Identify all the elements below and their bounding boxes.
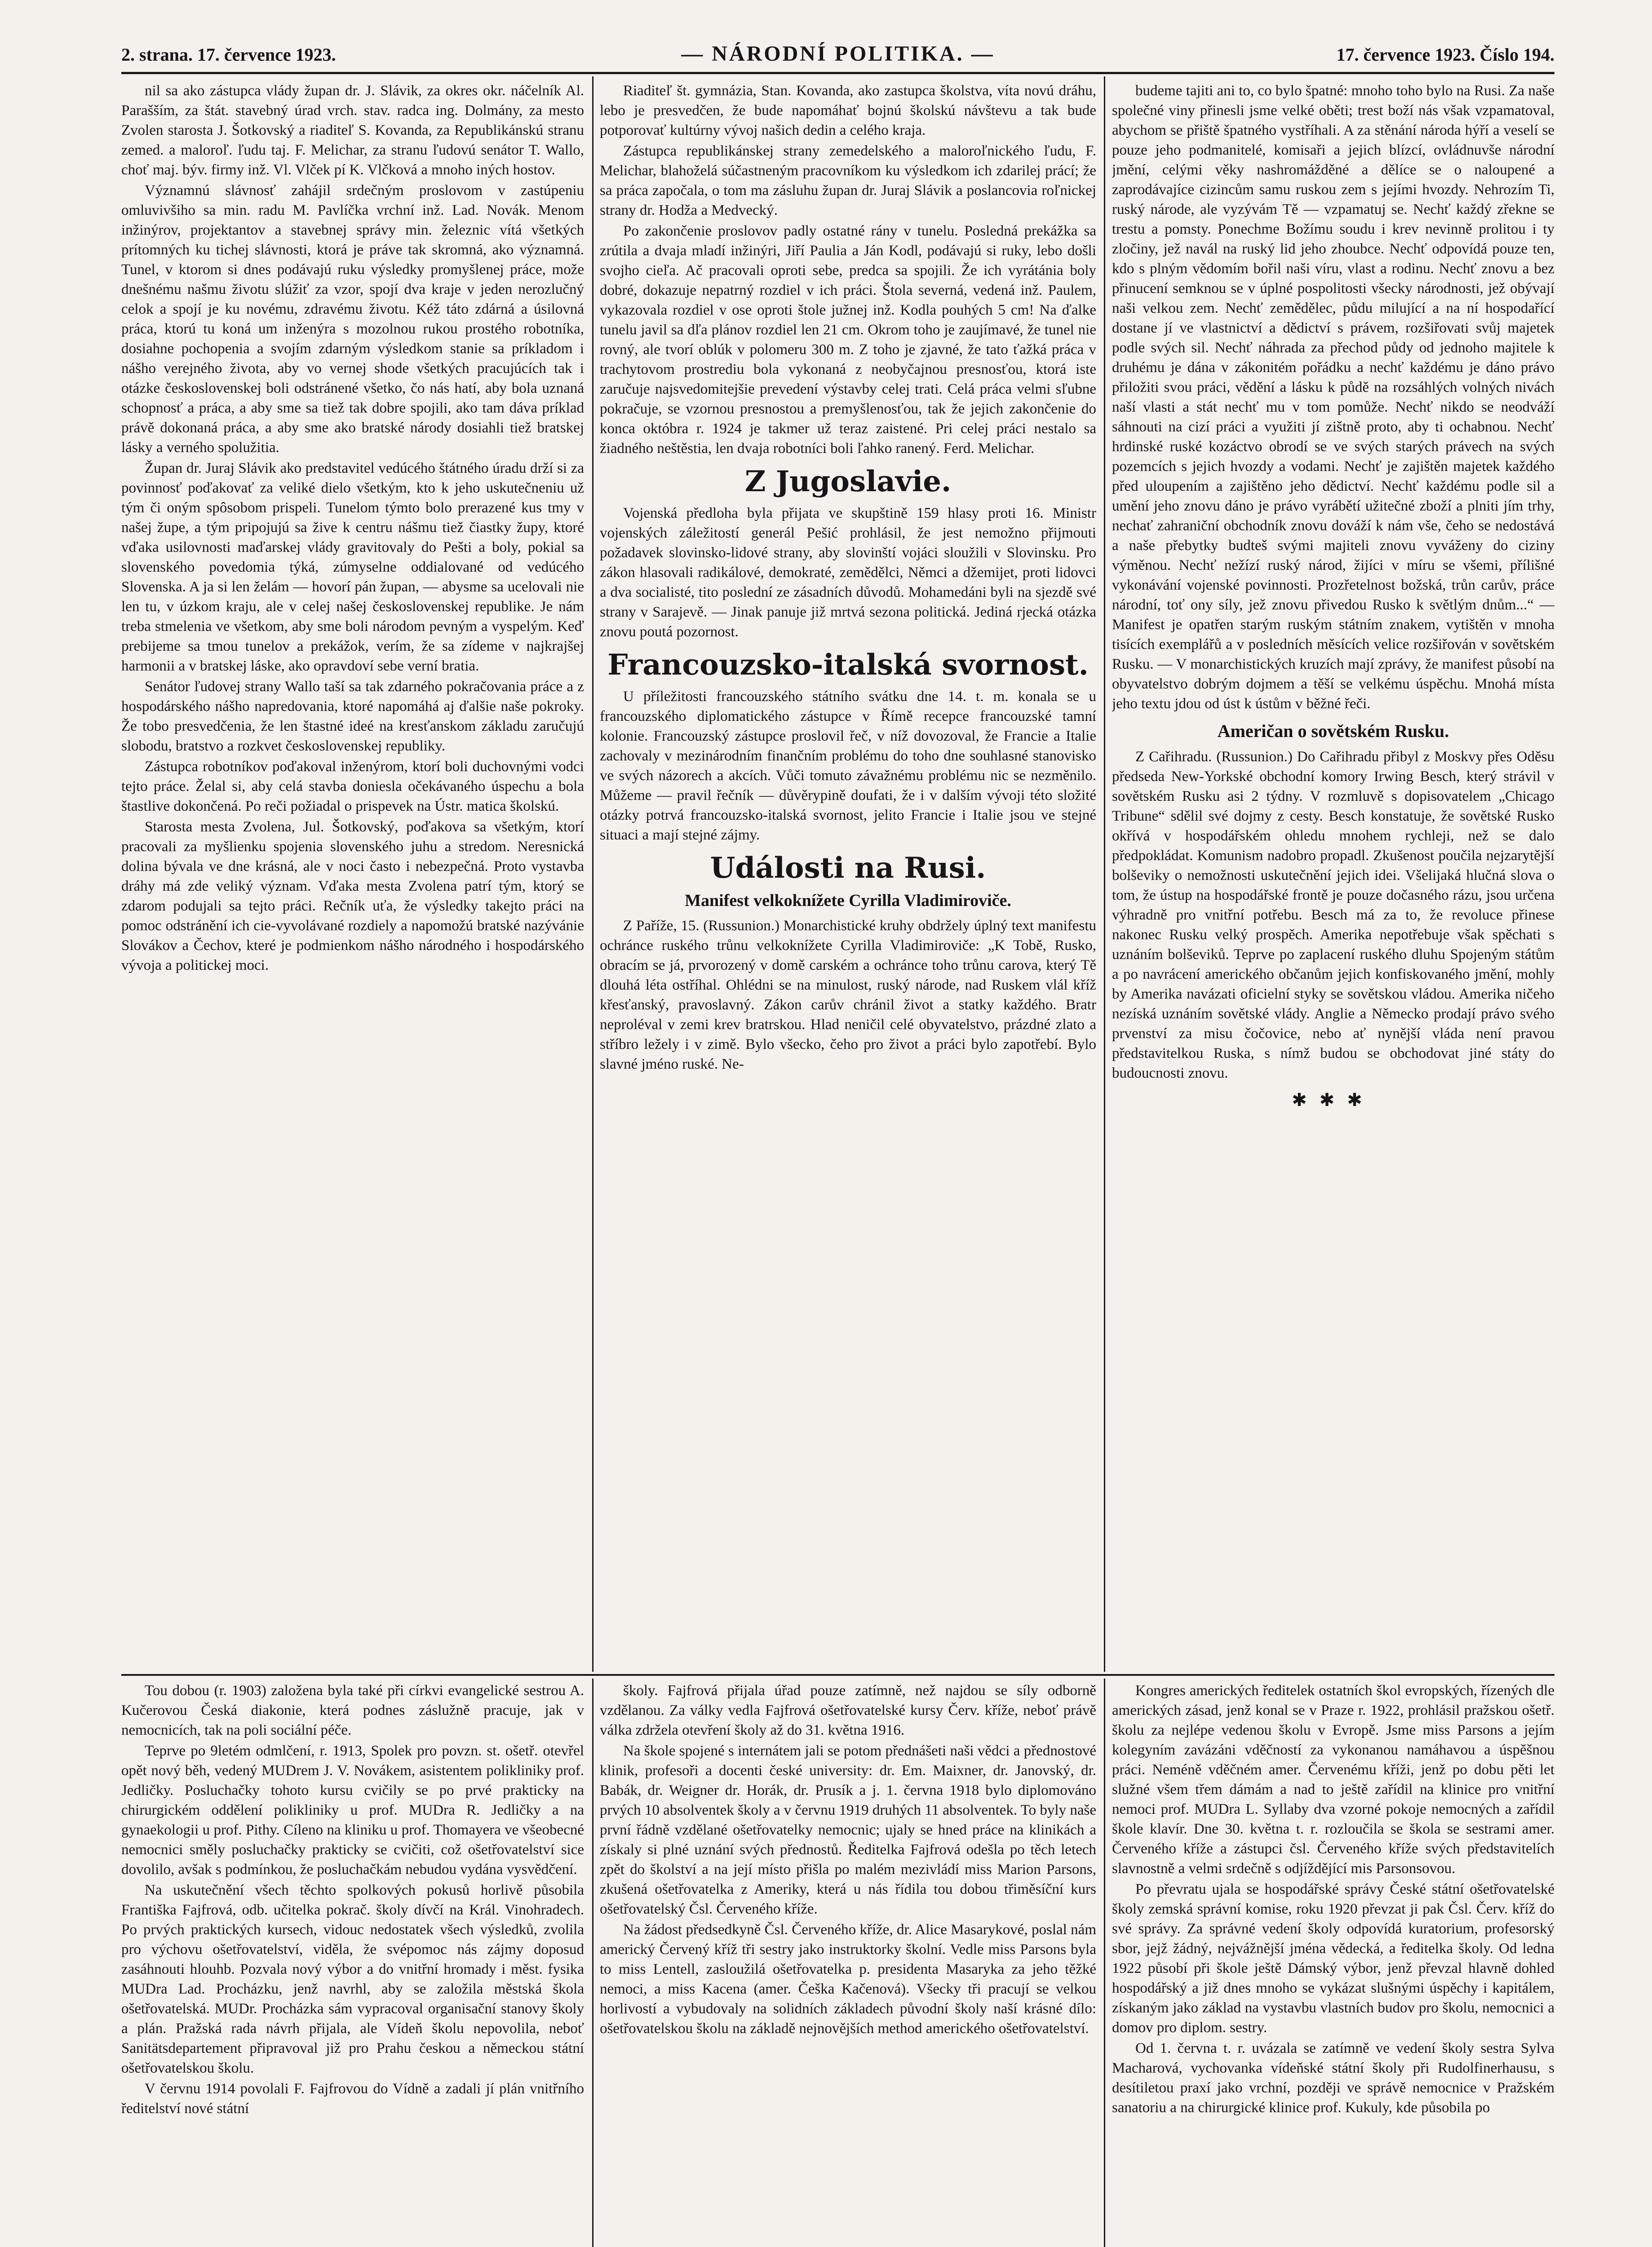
paragraph: U příležitosti francouzského státního svátku dne 14. t. m. konala se u francouzského diplomatického zástupce v Římě recepce francouzské tamní kolonie. Francouzský zástupce proslovil řeč, v níž dovozoval, že Francie a Italie zachovaly v mezinárodním finančním problému do toho dne souhlasné stanovisko ve svých názorech a akcích. Vůči tomuto závažnému problému nic se nezměnilo. Můžeme — pravil řečník — důvěrypině doufati, že i v dalším vývoji této složité otázky potrvá francouzsko-italská svornost, jelito Francie i Italie jsou ve stejné situaci a mají stejné zájmy.	[600, 688, 1096, 843]
paragraph: Od 1. června t. r. uvázala se zatímně ve vedení školy sestra Sylva Macharová, vychovankа vídeňské státní školy při Rudolfinerhausu, s desítiletou praxí jako vrchní, později ve správě nemocnice v Pražském sanatoriu a na chirurgické klinice prof. Kukuly, kde působila po	[1112, 2040, 1555, 2116]
paragraph: Po zakončenie proslovov padly ostatné rány v tunelu. Posledná prekážka sa zrútila a dvaja mladí inžinýri, Jiří Paulia a Ján Kodl, podávajú si ruky, lebo došli svojho cieľa. Ač pracovali oproti sebe, predca sa spojili. Že ich vyrátánia boly dobré, dokazuje nepatrný rozdiel v ich práci. Štola severná, vedená inž. Paulem, vykazovala rozdiel v ose oproti štole južnej inž. Kodla pouhých 5 cm! Na ďalke tunelu javil sa dľa plánov rozdiel len 21 cm. Okrom toho je zaujímavé, že tunel nie rovný, ale tvorí oblúk v polomeru 300 m. Z toho je zjavné, že tato ťažká práca v trachytovom prostrediu bola vykonaná z neobyčajnou presnosťou, ktorá iste zaručuje najsvedomitejšie prevedení výstavby celej trati. Celá práca velmi sľubne pokračuje, se vzornou presnostou a premyšlenosťou, tak že jejich zakončenie do konca októbra r. 1924 je takmer už teraz zaistené. Pri celej práci nestalo sa žiadného neštěstia, len dvaja robotníci boli ľahko ranený. Ferd. Melichar.	[600, 223, 1096, 457]
paragraph: Zástupca robotníkov poďakoval inženýrom, ktorí boli duchovnými vodci tejto práce. Želal si, aby celá stavba doniesla očekávaného úspechu a bola štastlive dokončená. Po reči požiadal o prispevek na Ústr. matica školskú.	[121, 759, 584, 814]
paragraph: nil sa ako zástupca vlády župan dr. J. Slávik, za okres okr. náčelník Al. Parašším, za štát. stavebný úrad vrch. stav. radca ing. Dolmány, za mesto Zvolen starosta J. Šotkovský a riaditeľ S. Kovanda, za Republikánskú stranu zemed. a maloroľ. ľudu taj. F. Melichar, za stranu ľudovú senátor T. Wallo, choť maj. býv. firmy inž. Vl. Vlček pí K. Vlčková a mnoho iných hostov.	[121, 83, 584, 178]
paragraph: Vojenská předloha byla přijata ve skupštině 159 hlasy proti 16. Ministr vojenských záležitostí generál Pešić prohlásil, že jest nemožno přijmouti požadavek slovinsko-lidové strany, aby slovinští vojáci sloužili v Slovinsku. Pro zákon hlasovali radikálové, demokraté, zemědělci, Němci a džemijet, proti lidovci a dva socialisté, tito poslední ze zásadních důvodů. Mohamedáni byli na sjezdě své strany v Sarajevě. — Jinak panuje již mrtvá sezona politická. Jediná rjecká otázka znovu poutá pozornost.	[600, 505, 1096, 640]
paragraph: V červnu 1914 povolali F. Fajfrovou do Vídně a zadali jí plán vnitřního ředitelství nové státní	[121, 2081, 584, 2117]
paragraph: Zástupca republikánskej strany zemedelského a maloroľnického ľudu, F. Melichar, blahoželá súčastneným pracovníkom ku výsledkom ich zdarilej prácí; že sa práca započala, o tom ma zásluhu župan dr. Juraj Slávik a poslancovia roľnickej strany dr. Hodža a Medvecký.	[600, 143, 1096, 218]
paragraph: školy. Fajfrová přijala úřad pouze zatímně, než najdou se síly odborně vzdělanou. Za války vedla Fajfrová ošetřovatelské kursy Červ. kříže, neboť právě válka zdržela otevření školy až do 31. května 1916.	[600, 1683, 1096, 1738]
paragraph: Po převratu ujala se hospodářské správy České státní ošetřovatelské školy zemská správní komise, roku 1920 převzat ji pak Čsl. Červ. kříž do své správy. Za správné vedení školy odpovídá kuratorium, profesorský sbor, jejž žádný, nejvážnější jména vědecká, a ředitelka školy. Od ledna 1922 působí při škole ještě Dámský výbor, jenž převzal hlavně dohled hospodářský a již dnes mnoho se vykázat slušnými úspěchy i kapitálem, získaným jako základ na vystavbu vlastních budov pro školu, nemocnici a domov pro diplom. sestry.	[1112, 1881, 1555, 2036]
column-1-lower	[121, 1681, 584, 2247]
page-number: 2. strana. 17. července 1923.	[121, 44, 336, 65]
paragraph: Tou dobou (r. 1903) založena byla také při církvi evangelické sestrou A. Kučerovou Česká diakonie, která podnes záslužně pracuje, jak v nemocnicích, tak na poli sociální péče.	[121, 1683, 584, 1738]
separator-stars-icon: ✱✱✱	[1292, 1090, 1375, 1110]
paragraph: Senátor ľudovej strany Wallo taší sa tak zdarného pokračovania práce a z hospodárského nášho napredovania, ktoré napomáhá aj ďalšie naše pokroky. Že tobo presvedčenia, že len štastné ideé na kresťanskom základu zaručujú slobodu, bratstvo a rozkvet československej republiky.	[121, 679, 584, 754]
newspaper-title: — NÁRODNÍ POLITIKA. —	[681, 42, 995, 66]
paragraph: Významnú slávnosť zahájil srdečným proslovom v zastúpeniu omluvivšiho sa min. radu M. Pavlíčka vrchní inž. Lad. Novák. Menom inžinýrov, projektantov a stavebnej správy min. železnic vítá všetkých prítomných ku tichej slávnosti, ktorá je práve tak skromná, ako významná. Tunel, v ktorom si dnes podávajú ruku výsledky promyšlenej práce, može dnešnému našmu životu slúžiť za vzor, spojí dva kraje v jeden nerozlučný celok a spojí je ku novému, zdravému životu. Kéž táto zdárná a úsilovná práca, ktorú tu koná um inženýra s mozolnou rukou prostého robotníka, dosiahne pochopenia a svojím zdarným výsledkom stanie sa príkladom i nášho verejného života, aby vo vernej shode všetkých pracujúcích tak i otázke československej boli odstránené všetko, čo nás hatí, aby bola uznaná schopnosť a práca, a aby sme sa tiež tak dobre spojili, ako tam dáva príklad právě dokonaná práca, a aby sme ako bratské národy dosiahli tiež bratskej lásky a verného spolužitia.	[121, 182, 584, 456]
paragraph: Z Cařihradu. (Russunion.) Do Cařihradu přibyl z Moskvy přes Oděsu předseda New-Yorkské obchodní komory Irwing Besch, který strávil v sovětském Rusku asi 2 týdny. V rozmluvě s dopisovatelem „Chicago Tribune“ sdělil své dojmy z cesty. Besch konstatuje, že sovětské Rusko okřívá v hospodářském ohledu mnohem rychleji, než se dalo předpokládat. Komunism nadobro propadl. Zkušenost poučila nejzarytější bolševiky o nemožnosti uskutečnění jejich idei. Všelijaká hlučná slova o tom, že ústup na hospodářské frontě je pouze dočasného rázu, jsou určena výhradně pro vnitřní potřebu. Besch má za to, že revoluce přinese nakonec Rusku velký prospěch. Amerika nepotřebuje však spěchati s uznáním bolševiků. Teprve po zaplacení ruského dluhu Spojeným státům a po navrácení amerického občanům jejich konfiskovaného jmění, mohly by Amerika navázati oficielní styky se sovětskou vládou. Amerika ničeho nezíská uznáním sovětské vlády. Anglie a Německo prodají právo svého prvenství za misu čočovice, nebo ať nynější vláda není pravou představitelkou Ruska, s nímž budou se obchodovat jiné státy do budoucnosti znovu.	[1112, 749, 1555, 1081]
article-heading: Američan o sovětském Rusku.	[1217, 721, 1449, 741]
column-3-upper	[1112, 81, 1555, 1670]
issue-date: 17. července 1923. Číslo 194.	[1336, 44, 1555, 65]
article-subheading: Manifest velkoknížete Cyrilla Vladimiroviče.	[685, 891, 1011, 910]
column-divider	[592, 76, 593, 1672]
paragraph: Kongres amerických ředitelek ostatních škol evropských, řízených dle amerických zásad, jenž konal se v Praze r. 1922, prohlásil pražskou ošetř. školu za nejlépe vedenou školu v Evropě. Jsme miss Parsons a jejím kolegyním zavázáni vděčností za vykonanou namáhavou a úspěšnou práci. Neméně vděčném amer. Červenému kříži, jenž po dobu pěti let služné všem třem dámám a nad to ještě zařídil na klinice pro vnitřní nemoci prof. MUDra L. Syllaby dva vzorné pokoje nemocných a zařídil škole klavír. Dne 30. května t. r. rozloučila se škola se sestrami amer. Červeného kříže a zástupci čsl. Červeného kříže svých představitelích slavnostně a velmi srdečně s odjíždějící mis Parsonsovou.	[1112, 1683, 1555, 1877]
column-divider	[592, 1679, 593, 2247]
column-2-lower	[600, 1681, 1096, 2247]
masthead-rule	[121, 72, 1555, 74]
column-2-upper	[600, 81, 1096, 1670]
article-heading: Události na Rusi.	[710, 851, 986, 885]
paragraph: Teprve po 9letém odmlčení, r. 1913, Spolek pro povzn. st. ošetř. otevřel opět nový běh, vedený MUDrem J. V. Novákem, asistentem polikliniky prof. Jedličky. Posluchačky tohoto kursu cvičily se po prvé prakticky na chirurgickém oddělení polikliniky u prof. MUDra R. Jedličky a na gynaekologii u prof. Pithy. Cíleno na kliniku u prof. Thomayera ve všeobecné nemocnici směly posluchačky prakticky se cvičiti, což ošetřovatelství sice dovolilo, avšak s podmínkou, že posluchačkám nebudou vydána vysvědčení.	[121, 1743, 584, 1878]
paragraph: budeme tajiti ani to, co bylo špatné: mnoho toho bylo na Rusi. Za naše společné viny přinesli jsme velké oběti; trest boží nás však vzpamatoval, abychom se přiště špatného vystříhali. A za stěnání národa hýří a veselí se pouze jeho podmanitelé, komisaři a jejich blízcí, ovládnuvše národní jmění, celými věky nashromážděné a dělíce se o naloupené a zaprodávajíce cizincům samu ruskou zem s jejími hvozdy. Nehrozím Ti, ruský národe, ale vyzývám Tě — vzpamatuj se. Nechť každý zřekne se trestu a pomsty. Ponechme Božímu soudu i krev nevinně prolitou i ty zločiny, jež navál na ruský lid jeho zhoubce. Nechť odpovídá pouze ten, kdo s plným vědomím bořil naši víru, vlast a rodinu. Nechť znovu a bez přinucení semknou se v úplné pospolitosti všecky národnosti, jež obývají naši velkou zem. Nechť zemědělec, půdu milující a na ní hospodařící dostane jí ve vlastnictví a dědictví s právem, rozšiřovati svůj majetek podle svých sil. Nechť náhrada za přechod půdy od jednoho majitele k druhému je dána v zákonitém pořádku a nechť každému je dáno právo přiložiti svou práci, vědění a lásku k půdě na rozsáhlých volných nivách naší vlasti a stát nechť mu v tom pomůže. Nechť nikdo se neodváží sáhnouti na cizí práci a využiti jí zištně proto, aby ti ochabnou. Nechť hrdinské ruské kozáctvo obrodí se ve svých starých právech na svých pozemcích s jejich hvozdy a vodami. Nechť je zajištěn majetek každého před uloupením a zajištěno jeho dědictví. Nechť každému podle sil a umění jeho znovu dáno je právo vyrábětí užitečné zboží a plniti jím trhy, nechať zahraniční obchodník znovu dováží k nám vše, čeho se nedostává a naše přebytky budteš svými majiteli znovu vyváženy do ciziny výměnou. Nechť nežízí ruský národ, žijíci v míru se všemi, přílišné vykonávání vojenské povinnosti. Prozřetelnost božská, trůn carův, práce národní, toť ony síly, jež znovu přivedou Rusko k světlým dnům...“ — Manifest je opatřen starým ruským státním znakem, vytištěn v mnoha tisících exemplářů a v posledních měsících velice rozšiřován v sovětském Rusku. — V monarchistických kruzích mají zprávy, že manifest působí na obyvatelstvo dobrým dojmem a těší se velkému úspěchu. Mnohá místa jeho textu jdou od úst k ústům v běžné řeči.	[1112, 83, 1555, 712]
paragraph: Riaditeľ št. gymnázia, Stan. Kovanda, ako zastupca školstva, víta novú dráhu, lebo je presvedčen, že bude napomáhať bojnú školskú návštevu a tak bude potporovať kultúrny vývoj našich dedin a celého kraja.	[600, 83, 1096, 138]
article-heading: Francouzsko-italská svornost.	[607, 648, 1089, 682]
paragraph: Na uskutečnění všech těchto spolkových pokusů horlivě působila Františka Fajfrová, odb. učitelka pokrač. školy dívčí na Král. Vinohradech. Po prvých praktických kursech, vidouc nedostatek všech výsledků, zvolila pro výchovu ošetřovatelství, viděla, že svépomoc nás zájmy doposud zasáhnouti hlouhb. Pozvala nový výbor a do vnitřní hromady i měst. fysika MUDra Lad. Procházku, jenž navrhl, aby se založila městská škola ošetřovatelská. MUDr. Procházka sám vypracoval organisační stanovy školy a plán. Pražská rada návrh přijala, ale Vídeň školu nepovolila, neboť Sanitätsdepartement připravoval již pro Prahu českou a německou státní ošetřovatelskou školu.	[121, 1882, 584, 2076]
paragraph: Starosta mesta Zvolena, Jul. Šotkovský, poďakova sa všetkým, ktorí pracovali za myšlienku spojenia slovenského juhu a stredom. Neresnická dolina bývala ve dne krásná, ale v noci často i nebezpečná. Proto vystavba dráhy má zde veliký význam. Vďaka mesta Zvolena patrí tým, ktorý se zdarom podujali sa tejto práci. Rečník uťa, že výsledky takejto práci na pomoc odstránění ich cie-vyvolávané rozdiely a napomožú bratské nazývánie Slovákov a Čechov, které je podmienkom nášho národného i hospodárského vývoja a politickej moci.	[121, 819, 584, 973]
column-divider	[1104, 1679, 1105, 2247]
paragraph: Na žádost předsedkyně Čsl. Červeného kříže, dr. Alice Masarykové, poslal nám americký Červený kříž tři sestry jako instruktorky školní. Vedle miss Parsons byla to miss Lentell, zasloužilá ošetřovatelka p. presidenta Masaryka za jeho těžké nemoci, a miss Kacena (amer. Češka Kačenová). Všecky tři pracují se velkou horlivostí a vybudovaly na solidních základech původní školy naší krásné dílo: ošetřovatelskou školu na základě nejnovějších method amerického ošetřovatelství.	[600, 1922, 1096, 2037]
article-heading: Z Jugoslavie.	[744, 465, 952, 498]
paragraph: Z Paříže, 15. (Russunion.) Monarchistické kruhy obdržely úplný text manifestu ochránce ruského trůnu velkoknížete Cyrilla Vladimiroviče: „K Tobě, Rusko, obracím se já, prvorozený v domě carském a ochránce toho trůnu carova, který Tě dlouhá léta ostříhal. Ohlédni se na minulost, ruský národe, nad Ruskem vlál kříž křesťanský, pravoslavný. Zákon carův chránil život a statky každého. Bratr neproléval v zemi krev bratrskou. Hlad neničil celé obyvatelstvo, prázdné zlato a stříbro ležely i v zimě. Bylo všecko, čeho pro život a práci bylo zapotřebí. Bylo slavné jméno ruské. Ne-	[600, 918, 1096, 1072]
column-divider	[1104, 76, 1105, 1672]
paragraph: Na škole spojené s internátem jali se potom přednášeti naši vědci a přednostové klinik, profesoři a docenti české university: dr. Em. Maixner, dr. Janovský, dr. Babák, dr. Weigner dr. Horák, dr. Prusík a j. 1. června 1918 bylo diplomováno prvých 10 absolventek školy a v červnu 1919 druhých 11 absolventek. To byly naše první řádně vzdělané ošetřovatelky nemocnic; ujaly se hned práce na klinikách a získaly si plné uznání svých přednostů. Ředitelka Fajfrová odešla po těch letech zpět do školství a na její místo přišla po malém mezivládí miss Marion Parsons, zkušená ošetřovatelka z Ameriky, která u nás řídila tou dobou třiměsíční kurs ošetřovatelský Čsl. Červeného kříže.	[600, 1743, 1096, 1917]
section-divider	[121, 1674, 1555, 1676]
column-3-lower	[1112, 1681, 1555, 2247]
paragraph: Župan dr. Juraj Slávik ako predstavitel vedúcého štátného úradu drží si za povinnosť poďakovať za veliké dielo všetkým, kto k jeho uskutečneniu už tým či oným spôsobom prispeli. Tunelom týmto bolo prerazené kus tmy v našej župe, a tým pripojujú sa žive k centru nášmu tiež čiastky župy, ktoré vďaka usilovnosti maďarskej vlády gravitovaly do Pešti a boly, pokial sa slovenského povedomia týká, zúmyselne oddialované od vedúcého Slovenska. A ja si len želám — hovorí pán župan, — abysme sa ucelovali nie len tu, v úzkom kraju, ale v celej našej československej republike. Je nám treba stmelenia ve všetkom, aby sme boli národom pevným a vyspelým. Keď prebijeme sa tmou tunelov a prekážok, verím, že sa zídeme v najkrajšej harmonii a v bratskej láske, ako opravdoví sebe verní bratia.	[121, 460, 584, 674]
masthead	[121, 40, 1555, 71]
column-1-upper	[121, 81, 584, 1670]
